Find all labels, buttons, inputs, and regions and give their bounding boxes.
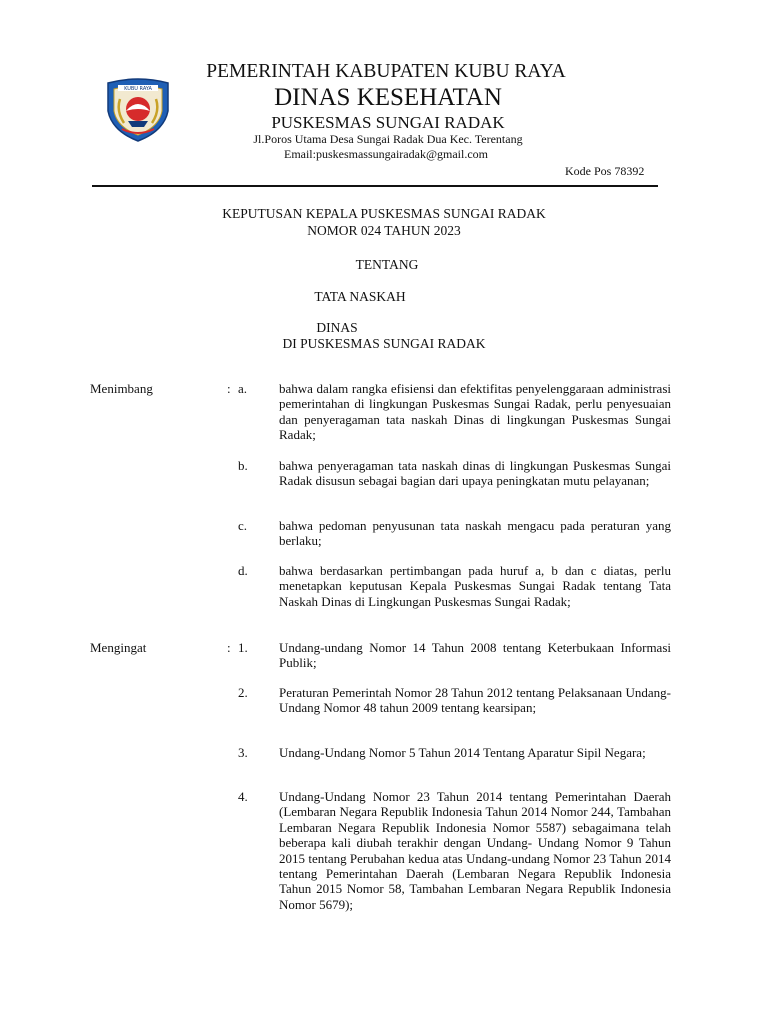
mengingat-item-4	[279, 789, 671, 912]
letterhead-unit: PUSKESMAS SUNGAI RADAK	[271, 113, 505, 132]
letterhead-government: PEMERINTAH KABUPATEN KUBU RAYA	[206, 61, 566, 82]
subject-line-3: DI PUSKESMAS SUNGAI RADAK	[282, 336, 486, 351]
menimbang-text-a: bahwa dalam rangka efisiensi dan efektifitas penyelenggaraan administrasi pemerintahan di lingkungan Puskesmas Sungai Radak, perlu penyesuaian dan penyeragaman tata naskah Dinas di lingkungan Puskesmas Sungai Radak;	[279, 381, 671, 443]
mengingat-text-2: Peraturan Pemerintah Nomor 28 Tahun 2012 tentang Pelaksanaan Undang-Undang Nomor 48 tahun 2009 tentang kearsipan;	[279, 685, 671, 716]
letterhead-agency: DINAS KESEHATAN	[274, 84, 502, 111]
menimbang-text-b: bahwa penyeragaman tata naskah dinas di lingkungan Puskesmas Sungai Radak disusun sebagai bagian dari upaya peningkatan mutu pelayanan;	[279, 458, 671, 489]
mengingat-marker-3: 3.	[238, 745, 248, 760]
tentang-heading: TENTANG	[355, 257, 419, 272]
header-divider	[92, 185, 658, 187]
emblem-text: KUBU RAYA	[124, 86, 152, 92]
menimbang-item-b	[279, 458, 671, 489]
mengingat-text-1: Undang-undang Nomor 14 Tahun 2008 tentang Keterbukaan Informasi Publik;	[279, 640, 671, 671]
menimbang-marker-d: d.	[238, 563, 248, 578]
mengingat-item-3	[279, 745, 671, 760]
mengingat-marker-4: 4.	[238, 789, 248, 804]
subject-line-1: TATA NASKAH	[314, 289, 406, 304]
decree-title: KEPUTUSAN KEPALA PUSKESMAS SUNGAI RADAK	[222, 206, 546, 221]
postal-code: Kode Pos 78392	[565, 164, 645, 178]
letterhead-address: Jl.Poros Utama Desa Sungai Radak Dua Kec. Terentang	[253, 132, 523, 146]
decree-number: NOMOR 024 TAHUN 2023	[307, 223, 461, 238]
letterhead-email: Email:puskesmassungairadak@gmail.com	[283, 147, 488, 161]
mengingat-item-2	[279, 685, 671, 716]
menimbang-text-c: bahwa pedoman penyusunan tata naskah mengacu pada peraturan yang berlaku;	[279, 518, 671, 549]
mengingat-label: Mengingat	[90, 640, 147, 655]
mengingat-text-4: Undang-Undang Nomor 23 Tahun 2014 tentang Pemerintahan Daerah (Lembaran Negara Republik Indonesia Tahun 2014 Nomor 244, Tambahan Lembaran Negara Republik Indonesia Nomor 5587) sebagaimana telah beberapa kali diubah terakhir dengan Undang- Undang Nomor 9 Tahun 2015 tentang Perubahan kedua atas Undang-undang Nomor 23 Tahun 2014 tentang Pemerintahan Daerah (Lembaran Negara Republik Indonesia Tahun 2015 Nomor 58, Tambahan Lembaran Negara Republik Indonesia Nomor 5679);	[279, 789, 671, 912]
mengingat-marker-1: 1.	[238, 640, 248, 655]
menimbang-marker-b: b.	[238, 458, 248, 473]
mengingat-text-3: Undang-Undang Nomor 5 Tahun 2014 Tentang Aparatur Sipil Negara;	[279, 745, 646, 760]
mengingat-item-1	[279, 640, 671, 671]
mengingat-marker-2: 2.	[238, 685, 248, 700]
menimbang-item-a	[279, 381, 671, 443]
menimbang-colon: :	[227, 381, 231, 396]
menimbang-marker-c: c.	[238, 518, 248, 533]
menimbang-item-c	[279, 518, 671, 549]
menimbang-text-d: bahwa berdasarkan pertimbangan pada huruf a, b dan c diatas, perlu menetapkan keputusan Kepala Puskesmas Sungai Radak tentang Tata Naskah Dinas di Lingkungan Puskesmas Sungai Radak;	[279, 563, 671, 609]
subject-line-2: DINAS	[316, 320, 358, 335]
menimbang-marker-a: a.	[238, 381, 248, 396]
menimbang-item-d	[279, 563, 671, 609]
mengingat-colon: :	[227, 640, 231, 655]
menimbang-label: Menimbang	[90, 381, 153, 396]
